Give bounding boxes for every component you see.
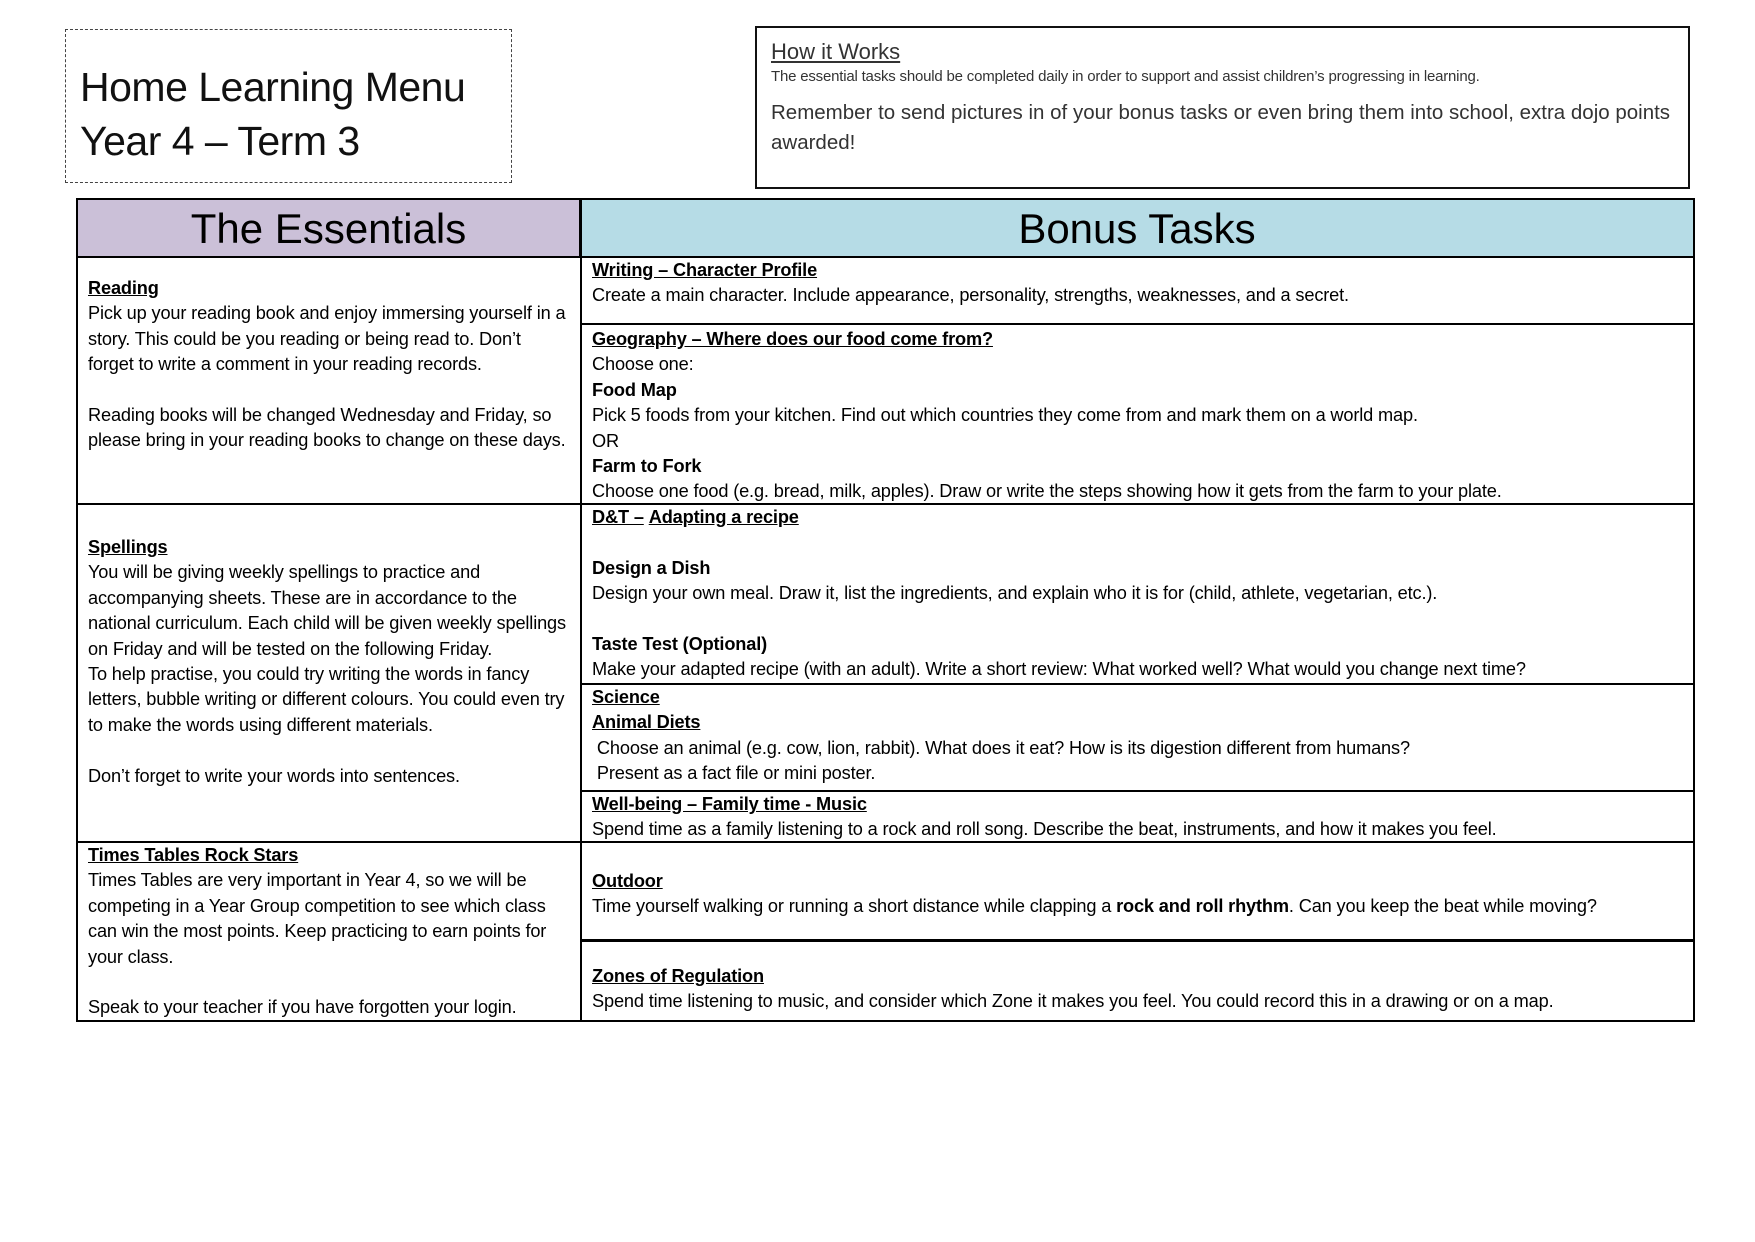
zones-text: Spend time listening to music, and consider which Zone it makes you feel. You could record this in a drawing or on a map. (592, 991, 1554, 1012)
wellbeing-text: Spend time as a family listening to a rock and roll song. Describe the beat, instruments, and how it makes you feel. (592, 819, 1497, 840)
bonus-science (582, 685, 1693, 790)
geography-or: OR (592, 430, 619, 451)
farm-to-fork-title: Farm to Fork (592, 456, 702, 477)
bonus-wellbeing (582, 792, 1693, 842)
zones-heading: Zones of Regulation (592, 966, 764, 986)
outdoor-heading: Outdoor (592, 871, 663, 891)
page-title: Home Learning Menu (80, 64, 466, 110)
how-it-works-reminder: Remember to send pictures in of your bonus tasks or even bring them into school, extra dojo points awarded! (771, 101, 1671, 154)
design-dish-title: Design a Dish (592, 557, 711, 578)
bonus-writing (582, 258, 1693, 322)
dt-heading-topic: Adapting a recipe (648, 507, 799, 527)
reading-text-2: Reading books will be changed Wednesday and Friday, so please bring in your reading books to change on these days. (88, 405, 566, 451)
page-subtitle: Year 4 – Term 3 (80, 118, 360, 164)
reading-text-1: Pick up your reading book and enjoy immersing yourself in a story. This could be you reading or being read to. Don’t forget to write a comment in your reading records. (88, 303, 566, 375)
design-dish-text: Design your own meal. Draw it, list the ingredients, and explain who it is for (child, athlete, vegetarian, etc.). (592, 583, 1438, 604)
outdoor-text-bold: rock and roll rhythm (1116, 896, 1289, 917)
bonus-geography (582, 325, 1693, 503)
taste-test-text: Make your adapted recipe (with an adult). Write a short review: What worked well? What would you change next time? (592, 659, 1526, 680)
spellings-heading: Spellings (88, 537, 168, 557)
food-map-text: Pick 5 foods from your kitchen. Find out which countries they come from and mark them on a world map. (592, 405, 1418, 426)
learning-menu-table (76, 198, 1695, 1022)
farm-to-fork-text: Choose one food (e.g. bread, milk, apples). Draw or write the steps showing how it gets from the farm to your plate. (592, 481, 1502, 502)
spellings-text-1: You will be giving weekly spellings to practice and accompanying sheets. These are in accordance to the national curriculum. Each child will be given weekly spellings on Friday and will be tested on the following Friday. (88, 562, 566, 659)
bonus-outdoor (582, 843, 1693, 939)
essentials-times-tables (78, 843, 580, 1020)
times-tables-text-1: Times Tables are very important in Year 4, so we will be competing in a Year Group competition to see which class can win the most points. Keep practicing to earn points for your class. (88, 870, 547, 967)
science-heading: Science (592, 687, 660, 707)
outdoor-text-end: . Can you keep the beat while moving? (1288, 896, 1597, 917)
spellings-text-3: Don’t forget to write your words into sentences. (88, 765, 460, 786)
times-tables-text-2: Speak to your teacher if you have forgotten your login. (88, 997, 517, 1018)
food-map-title: Food Map (592, 379, 677, 400)
wellbeing-heading: Well-being – Family time - Music (592, 794, 867, 814)
title-box (65, 29, 512, 183)
animal-diets-heading: Animal Diets (592, 712, 701, 733)
dt-heading-subject: D&T – (592, 507, 644, 527)
outdoor-text-start: Time yourself walking or running a short distance while clapping a (592, 896, 1117, 917)
essentials-reading (78, 258, 580, 504)
spellings-text-2: To help practise, you could try writing the words in fancy letters, bubble writing or different colours. You could even try to make the words using different materials. (88, 664, 565, 735)
essentials-header: The Essentials (78, 200, 581, 258)
how-it-works-note: The essential tasks should be completed daily in order to support and assist children’s progressing in learning. (771, 68, 1480, 85)
writing-text: Create a main character. Include appearance, personality, strengths, weaknesses, and a secret. (592, 285, 1349, 306)
geography-heading: Geography – Where does our food come from? (592, 329, 993, 349)
science-text-2: Present as a fact file or mini poster. (592, 763, 876, 784)
geography-choose: Choose one: (592, 354, 694, 375)
reading-heading: Reading (88, 278, 159, 298)
how-it-works-box (755, 26, 1690, 189)
times-tables-heading: Times Tables Rock Stars (88, 845, 299, 865)
taste-test-title: Taste Test (Optional) (592, 634, 768, 654)
bonus-dt (582, 505, 1693, 683)
writing-heading: Writing – Character Profile (592, 260, 818, 280)
science-text-1: Choose an animal (e.g. cow, lion, rabbit). What does it eat? How is its digestion different from humans? (592, 737, 1410, 758)
bonus-zones (582, 942, 1693, 1020)
outdoor-text (592, 894, 1683, 919)
bonus-header: Bonus Tasks (581, 200, 1693, 258)
essentials-spellings (78, 505, 580, 842)
how-it-works-heading: How it Works (771, 39, 901, 64)
